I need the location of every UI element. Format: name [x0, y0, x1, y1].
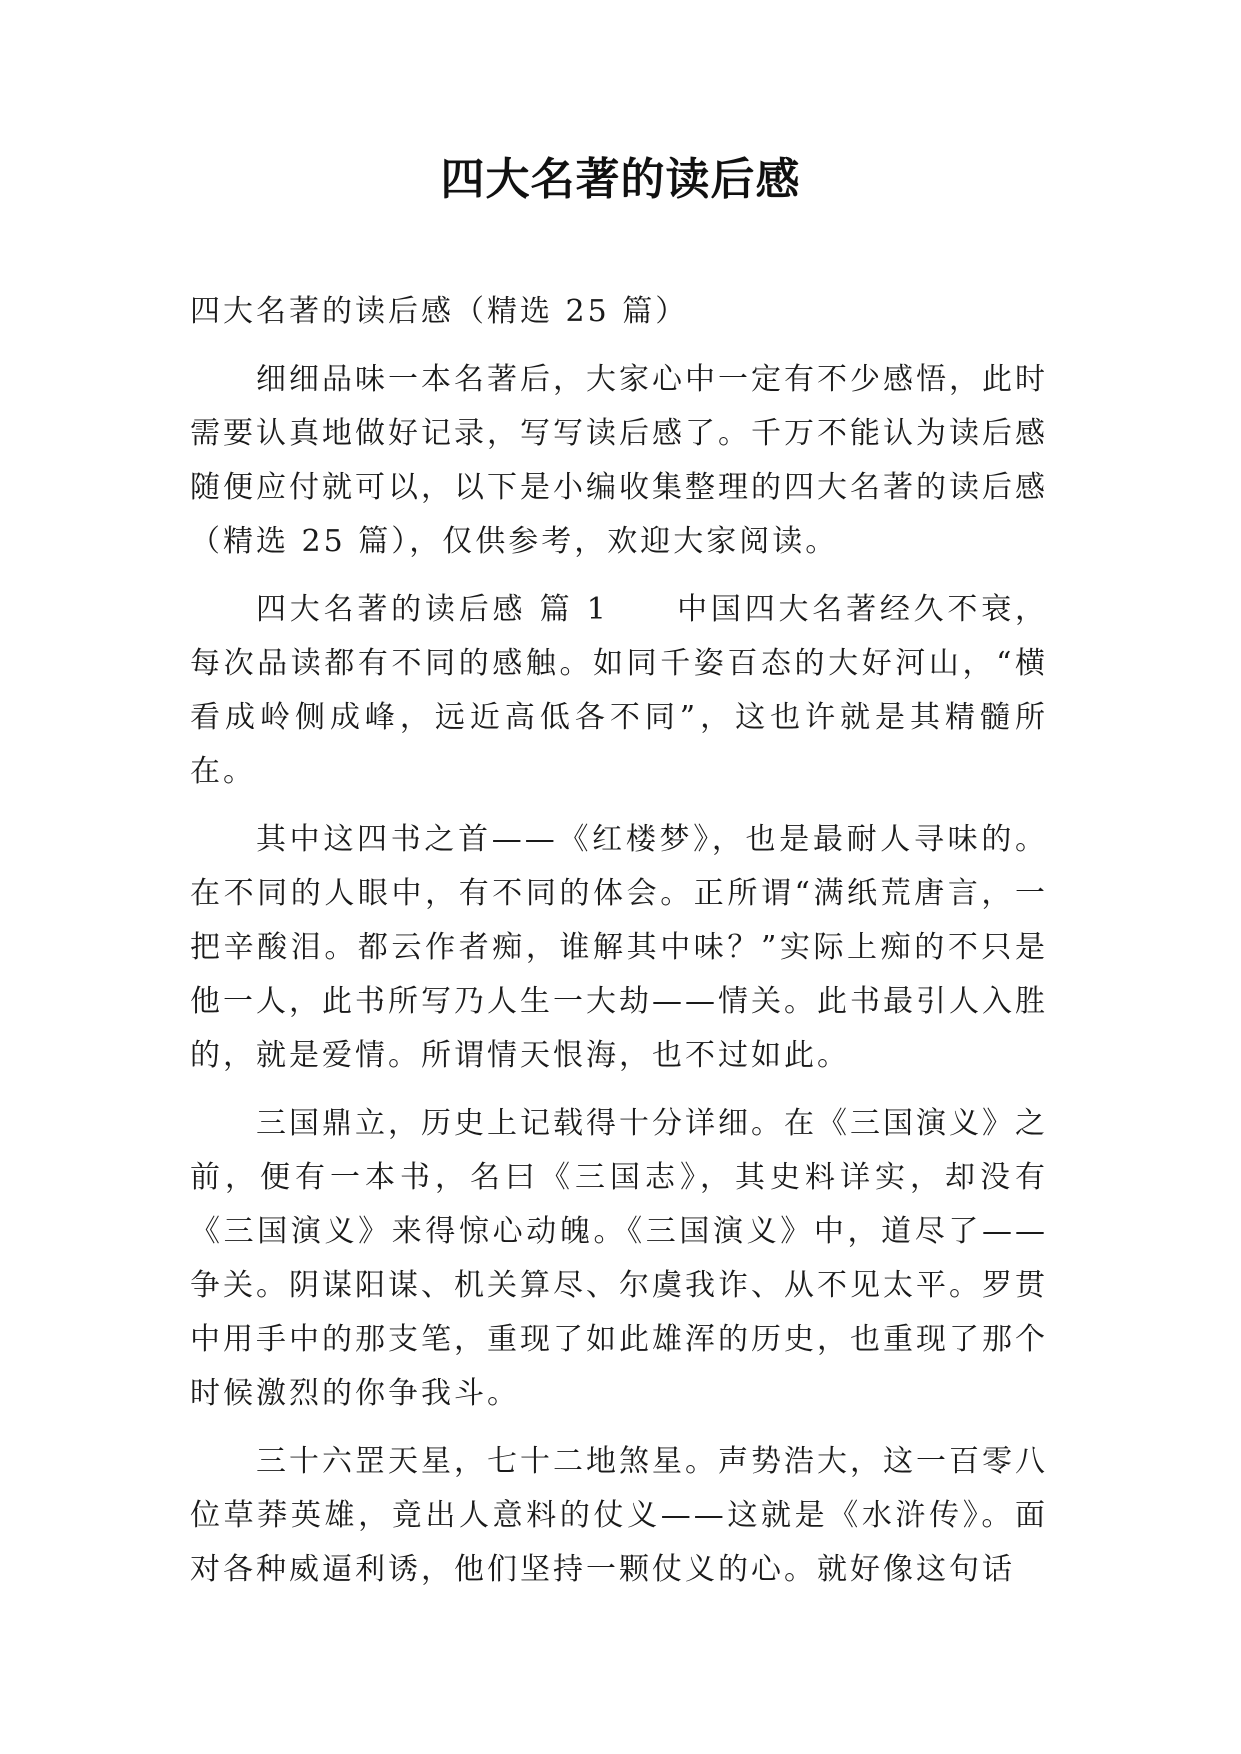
document-title: 四大名著的读后感	[440, 154, 801, 205]
paragraph-sanguo: 三国鼎立，历史上记载得十分详细。在《三国演义》之前，便有一本书，名曰《三国志》，其史料详实，却没有《三国演义》来得惊心动魄。《三国演义》中，道尽了——争关。阴谋阳谋、机关算尽、尔虞我诈、从不见太平。罗贯中用手中的那支笔，重现了如此雄浑的历史，也重现了那个时候激烈的你争我斗。	[190, 1106, 1048, 1411]
paragraph-shuihu: 三十六罡天星，七十二地煞星。声势浩大，这一百零八位草莽英雄，竟出人意料的仗义——这就是《水浒传》。面对各种威逼利诱，他们坚持一颗仗义的心。就好像这句话	[190, 1444, 1048, 1587]
paragraph-essay-1: 四大名著的读后感 篇 1 中国四大名著经久不衰，每次品读都有不同的感触。如同千姿百态的大好河山，“横看成岭侧成峰，远近高低各不同”，这也许就是其精髓所在。	[190, 592, 1048, 789]
paragraph-hongloumeng: 其中这四书之首——《红楼梦》，也是最耐人寻味的。在不同的人眼中，有不同的体会。正所谓“满纸荒唐言，一把辛酸泪。都云作者痴，谁解其中味？”实际上痴的不只是他一人，此书所写乃人生一大劫——情关。此书最引人入胜的，就是爱情。所谓情天恨海，也不过如此。	[190, 822, 1048, 1073]
document-body	[190, 285, 1048, 1611]
document-subtitle: 四大名著的读后感（精选 25 篇）	[190, 294, 689, 329]
paragraph-intro: 细细品味一本名著后，大家心中一定有不少感悟，此时需要认真地做好记录，写写读后感了。千万不能认为读后感随便应付就可以，以下是小编收集整理的四大名著的读后感（精选 25 篇），仅供参考，欢迎大家阅读。	[190, 362, 1048, 559]
